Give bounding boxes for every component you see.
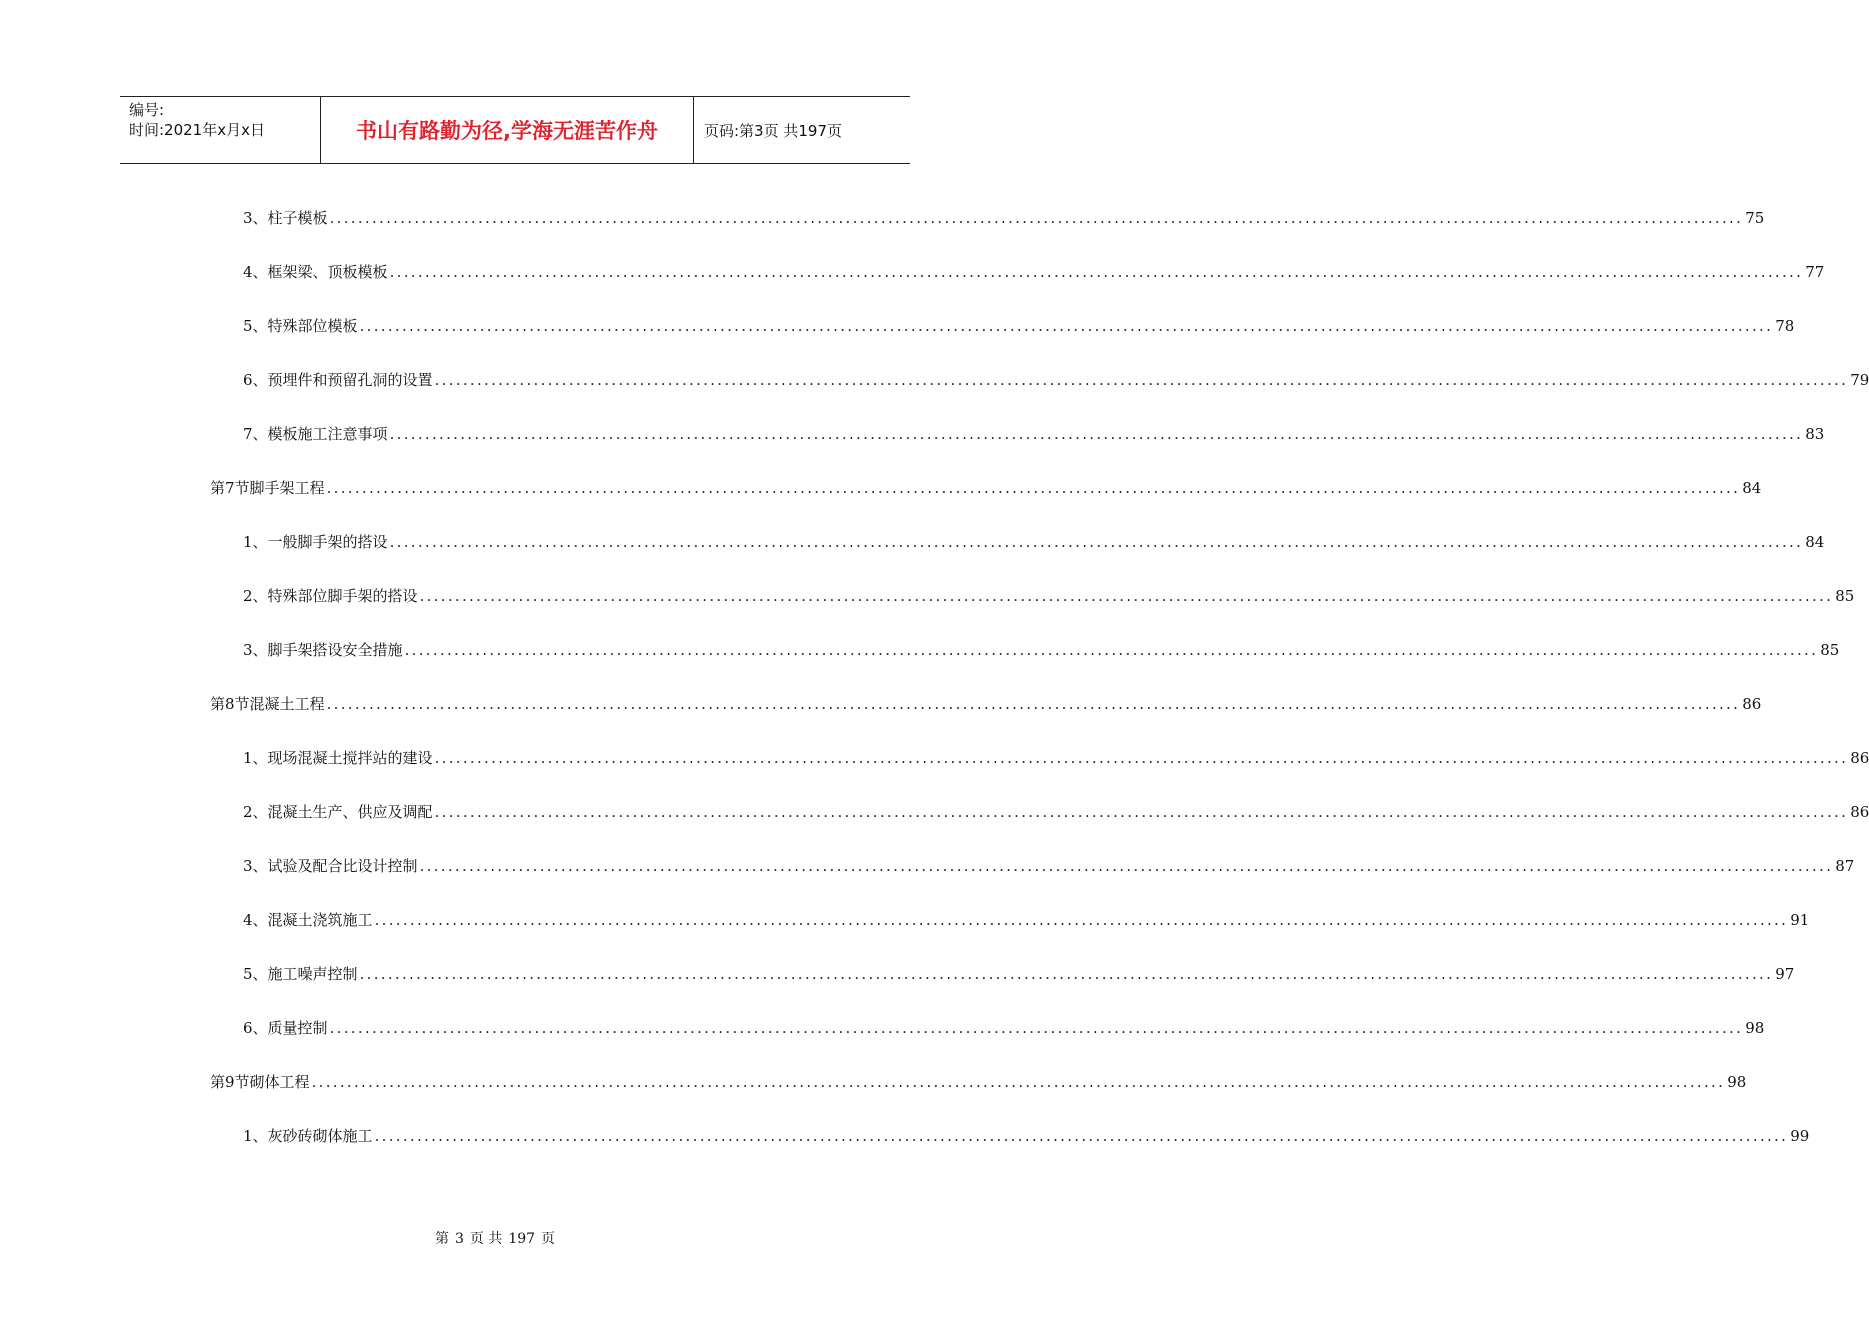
toc-entry[interactable] [243,368,1869,392]
toc-entry-page: 98 [1727,1073,1747,1091]
toc-dot-leader: ........................................................................................................................................................................................................ [434,803,1849,821]
toc-dot-leader: ........................................................................................................................................................................................................ [389,533,1804,551]
toc-entry-title: 预埋件和预留孔洞的设置 [267,371,433,389]
toc-entry-title: 质量控制 [267,1019,328,1037]
toc-entry[interactable] [243,962,1795,986]
header-motto: 书山有路勤为径,学海无涯苦作舟 [321,97,694,163]
toc-entry-number: 7、 [243,425,268,443]
toc-entry-title: 模板施工注意事项 [267,425,388,443]
page-footer [0,1228,950,1248]
toc-entry-title: 灰砂砖砌体施工 [267,1127,373,1145]
toc-entry-title: 现场混凝土搅拌站的建设 [267,749,433,767]
toc-entry-page: 86 [1850,803,1869,821]
toc-entry-number: 3、 [243,641,268,659]
toc-entry-page: 85 [1820,641,1840,659]
toc-entry-number: 2、 [243,587,268,605]
toc-entry-page: 84 [1742,479,1762,497]
toc-dot-leader: ........................................................................................................................................................................................................ [404,641,1819,659]
toc-entry[interactable] [243,746,1869,770]
toc-entry-page: 99 [1790,1127,1810,1145]
toc-entry[interactable] [243,638,1840,662]
toc-entry-number: 6、 [243,1019,268,1037]
toc-dot-leader: ........................................................................................................................................................................................................ [326,479,1741,497]
header-page-info: 页码:第3页 共197页 [704,121,842,140]
toc-entry[interactable] [243,530,1825,554]
toc-entry-number: 3、 [243,857,268,875]
toc-entry[interactable] [243,854,1855,878]
toc-entry-title: 特殊部位脚手架的搭设 [267,587,418,605]
toc-entry-number: 第8节 [210,695,250,713]
toc-entry-page: 79 [1850,371,1869,389]
toc-dot-leader: ........................................................................................................................................................................................................ [329,1019,1744,1037]
toc-entry-page: 86 [1850,749,1869,767]
footer-current-page: 3 [454,1231,464,1247]
toc-entry-page: 75 [1745,209,1765,227]
toc-entry-title: 试验及配合比设计控制 [267,857,418,875]
footer-prefix: 第 [434,1231,449,1247]
toc-entry-page: 98 [1745,1019,1765,1037]
toc-entry-title: 混凝土浇筑施工 [267,911,373,929]
toc-entry-number: 1、 [243,533,268,551]
document-header [120,96,910,164]
toc-entry-page: 77 [1805,263,1825,281]
toc-entry[interactable] [243,422,1825,446]
toc-entry-number: 4、 [243,911,268,929]
toc-entry-page: 83 [1805,425,1825,443]
toc-dot-leader: ........................................................................................................................................................................................................ [389,425,1804,443]
toc-entry-number: 第9节 [210,1073,250,1091]
toc-dot-leader: ........................................................................................................................................................................................................ [374,911,1789,929]
toc-dot-leader: ........................................................................................................................................................................................................ [359,317,1774,335]
header-meta-cell [120,97,321,163]
toc-dot-leader: ........................................................................................................................................................................................................ [329,209,1744,227]
toc-entry[interactable] [243,908,1810,932]
footer-total-pages: 197 [508,1231,536,1247]
toc-dot-leader: ........................................................................................................................................................................................................ [434,371,1849,389]
toc-entry-page: 86 [1742,695,1762,713]
toc-entry[interactable] [243,260,1825,284]
toc-entry-page: 91 [1790,911,1810,929]
footer-mid: 页 共 [469,1231,503,1247]
toc-entry-page: 78 [1775,317,1795,335]
toc-entry-number: 3、 [243,209,268,227]
toc-dot-leader: ........................................................................................................................................................................................................ [374,1127,1789,1145]
toc-entry-title: 混凝土生产、供应及调配 [267,803,433,821]
toc-entry[interactable] [243,314,1795,338]
toc-entry-number: 5、 [243,965,268,983]
toc-entry-title: 框架梁、顶板模板 [267,263,388,281]
toc-dot-leader: ........................................................................................................................................................................................................ [389,263,1804,281]
toc-entry[interactable] [243,584,1855,608]
toc-entry-page: 85 [1835,587,1855,605]
toc-entry[interactable] [210,692,1762,716]
toc-entry-title: 脚手架工程 [249,479,325,497]
toc-entry-title: 砌体工程 [249,1073,310,1091]
toc-dot-leader: ........................................................................................................................................................................................................ [419,857,1834,875]
toc-entry[interactable] [243,1016,1765,1040]
toc-dot-leader: ........................................................................................................................................................................................................ [419,587,1834,605]
document-time-label: 时间:2021年x月x日 [129,121,265,139]
toc-entry-page: 84 [1805,533,1825,551]
toc-entry[interactable] [243,800,1869,824]
toc-entry-title: 柱子模板 [267,209,328,227]
toc-entry-number: 1、 [243,1127,268,1145]
toc-entry[interactable] [243,1124,1810,1148]
toc-entry[interactable] [210,1070,1747,1094]
toc-entry-number: 第7节 [210,479,250,497]
toc-entry-title: 脚手架搭设安全措施 [267,641,403,659]
toc-entry-title: 特殊部位模板 [267,317,358,335]
toc-entry[interactable] [243,206,1765,230]
toc-dot-leader: ........................................................................................................................................................................................................ [326,695,1741,713]
toc-dot-leader: ........................................................................................................................................................................................................ [359,965,1774,983]
toc-entry-number: 2、 [243,803,268,821]
toc-dot-leader: ........................................................................................................................................................................................................ [434,749,1849,767]
toc-entry-number: 1、 [243,749,268,767]
toc-entry-title: 施工噪声控制 [267,965,358,983]
toc-entry-page: 87 [1835,857,1855,875]
toc-entry-title: 一般脚手架的搭设 [267,533,388,551]
footer-suffix: 页 [541,1231,556,1247]
toc-dot-leader: ........................................................................................................................................................................................................ [311,1073,1726,1091]
document-number-label: 编号: [129,101,165,119]
toc-entry-number: 4、 [243,263,268,281]
toc-entry[interactable] [210,476,1762,500]
toc-entry-title: 混凝土工程 [249,695,325,713]
toc-entry-number: 6、 [243,371,268,389]
toc-entry-page: 97 [1775,965,1795,983]
toc-entry-number: 5、 [243,317,268,335]
